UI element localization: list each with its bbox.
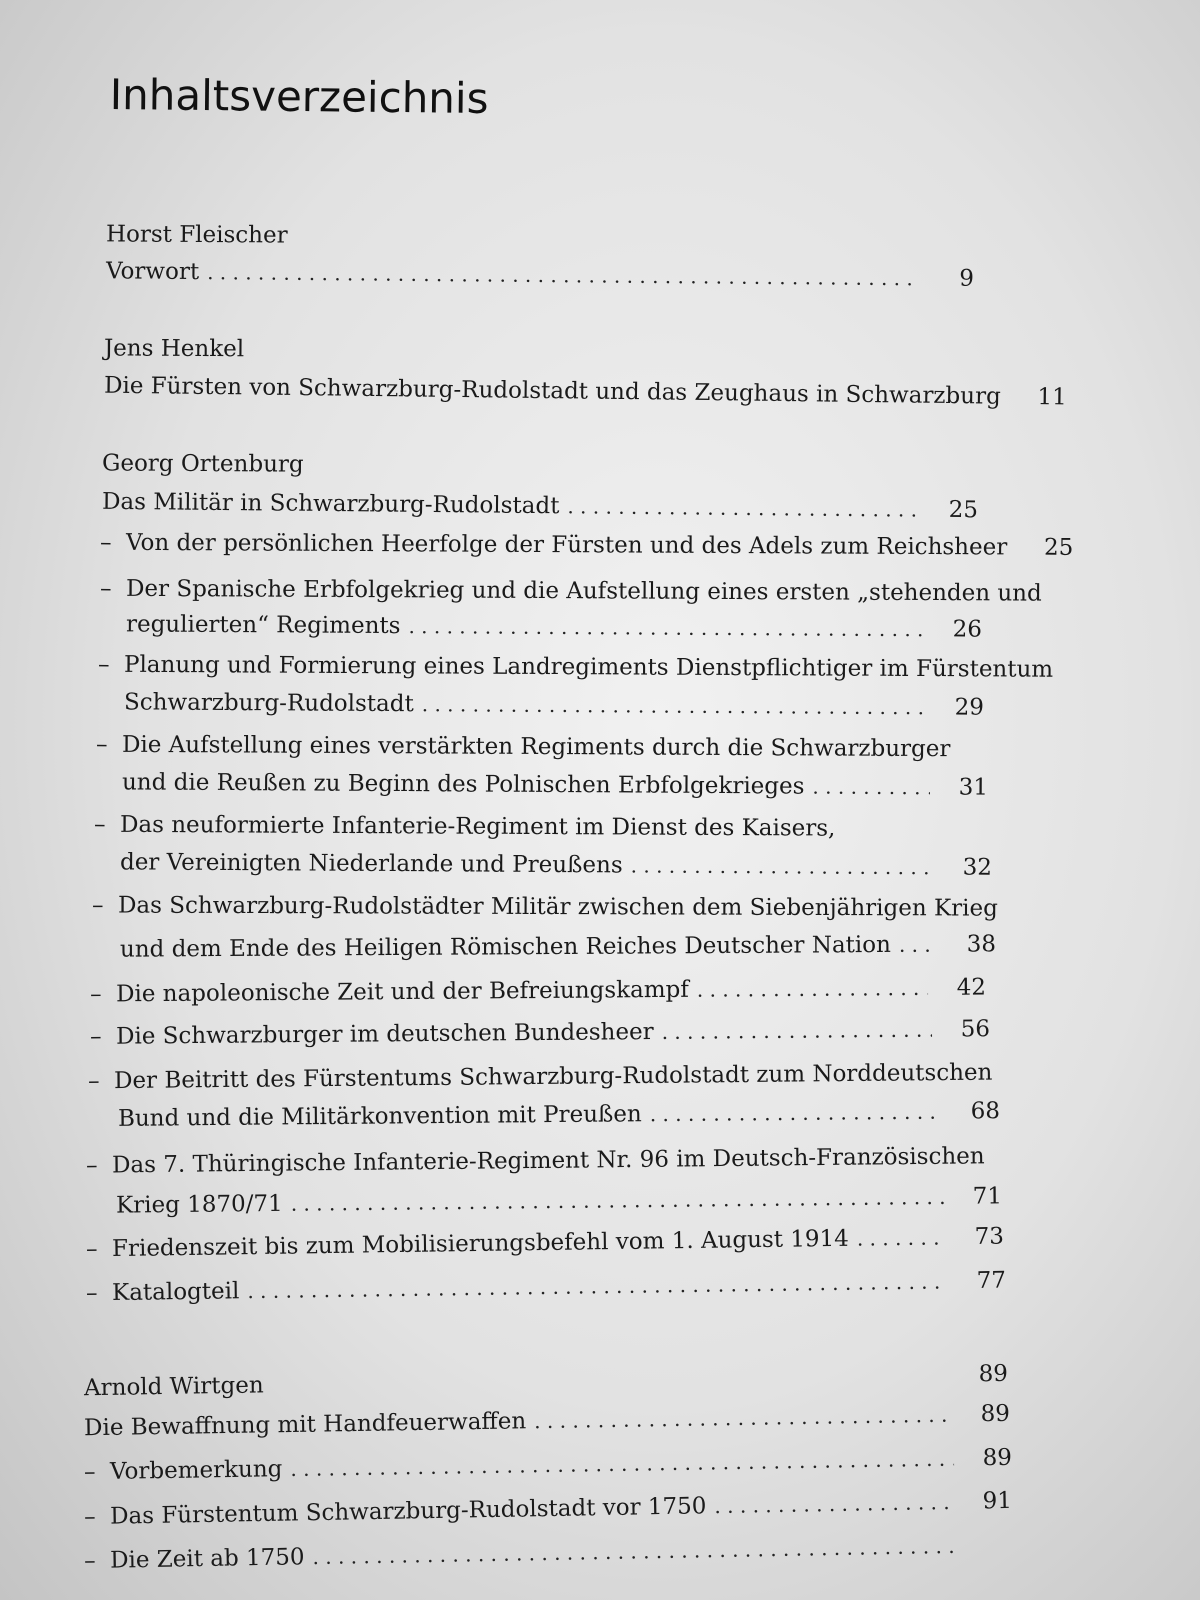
toc-entry[interactable] [90,972,986,1009]
toc-entry-continuation[interactable] [126,609,982,644]
entry-title: Katalogteil [111,1278,240,1307]
dot-leader [207,257,916,293]
dot-leader [290,1444,954,1484]
entry-title: Das 7. Thüringische Infanterie-Regiment Nr. 96 im Deutsch-Französischen [111,1143,985,1179]
entry-title: und dem Ende des Heiligen Römischen Reiches Deutscher Nation [119,931,891,963]
toc-entry-continuation[interactable] [116,1181,1002,1220]
toc-entry[interactable] [84,1399,1010,1444]
entry-title: regulierten“ Regiments [125,611,401,640]
entry-title: Die Zeit ab 1750 [109,1544,305,1574]
dot-leader [714,1487,954,1521]
author-name: Arnold Wirtgen [83,1372,264,1402]
dot-leader [857,1222,947,1253]
dash-marker: – [87,1068,100,1095]
page-number: 91 [982,1487,1013,1515]
entry-title: Das neuformierte Infanterie-Regiment im Dienst des Kaisers, [119,811,836,842]
author-name: Horst Fleischer [105,221,288,249]
page-number: 71 [972,1183,1003,1210]
entry-title: Das Fürstentum Schwarzburg-Rudolstadt vor 1750 [109,1493,707,1530]
toc-entry[interactable] [90,1014,990,1052]
toc-entry[interactable] [84,1486,1012,1532]
entry-title: Das Schwarzburg-Rudolstädter Militär zwischen dem Siebenjährigen Krieg [117,892,998,922]
toc-entry[interactable] [99,528,1074,563]
page-title: Inhaltsverzeichnis [109,70,489,123]
dot-leader [631,850,934,882]
entry-title: Vorwort [105,258,200,286]
dot-leader [650,1097,942,1130]
entry-title: Die Fürsten von Schwarzburg-Rudolstadt und das Zeughaus in Schwarzburg [103,372,1001,410]
page-number: 68 [970,1098,1001,1125]
dash-marker: – [99,575,112,602]
toc-entry[interactable] [99,574,1042,609]
toc-author[interactable] [84,1359,1008,1404]
page-number: 31 [958,774,989,801]
entry-title: der Vereinigten Niederlande und Preußens [119,849,623,879]
toc-author [102,448,952,483]
page-number: 26 [952,616,983,643]
page-number: 77 [976,1267,1007,1294]
dash-marker: – [93,811,106,838]
dot-leader [534,1400,952,1437]
dash-marker: – [97,651,110,678]
dot-leader [812,772,930,803]
entry-title: Der Spanische Erbfolgekrieg und die Aufstellung eines ersten „stehenden und [125,575,1042,607]
author-name: Jens Henkel [103,335,245,363]
dot-leader [567,491,920,524]
toc-entry[interactable] [87,1058,993,1097]
dash-marker: – [83,1503,96,1531]
page-number: 11 [1037,384,1067,411]
page-number: 73 [974,1223,1005,1250]
toc-entry[interactable] [96,730,980,765]
dot-leader [312,1531,954,1572]
toc-entry[interactable] [86,1141,986,1180]
entry-title: Friedenszeit bis zum Mobilisierungsbefehl vom 1. August 1914 [111,1225,850,1263]
dot-leader [247,1266,948,1306]
dot-leader [899,930,938,960]
dash-marker: – [95,731,108,758]
page-number: 32 [962,854,993,881]
toc-entry[interactable] [84,1443,1012,1488]
page-number: 25 [1043,534,1074,561]
page-number: 29 [954,694,985,721]
toc-entry[interactable] [91,890,998,923]
dash-marker: – [89,1023,102,1050]
entry-title: Planung und Formierung eines Landregiments Dienstpflichtiger im Fürstentum [123,651,1054,683]
entry-title: Die Schwarzburger im deutschen Bundesheer [115,1019,654,1050]
dash-marker: – [89,981,102,1008]
entry-title: und die Reußen zu Beginn des Polnischen Erbfolgekrieges [121,769,805,800]
toc-entry[interactable] [102,487,978,525]
dot-leader [662,1015,933,1047]
page-number: 38 [966,931,997,958]
dot-leader [697,973,928,1005]
dash-marker: – [85,1236,98,1263]
toc-entry-continuation[interactable] [120,929,996,964]
toc-entry[interactable] [94,810,980,845]
toc-entry[interactable] [86,1222,1004,1265]
entry-title: Der Beitritt des Fürstentums Schwarzburg-Rudolstadt zum Norddeutschen [113,1059,993,1095]
entry-title: Die napoleonische Zeit und der Befreiungskampf [115,976,689,1008]
dot-leader [422,689,926,722]
toc-entry[interactable] [97,650,1054,685]
entry-title: Die Aufstellung eines verstärkten Regiments durch die Schwarzburger [121,731,951,763]
dash-marker: – [85,1152,98,1179]
entry-title: Bund und die Militärkonvention mit Preußen [117,1101,642,1132]
toc-entry-continuation[interactable] [120,847,992,882]
toc-entry-continuation[interactable] [122,767,988,802]
toc-entry[interactable] [86,1266,1006,1309]
entry-title: Schwarzburg-Rudolstadt [123,689,414,718]
dash-marker: – [83,1547,96,1575]
page-number: 89 [978,1360,1009,1388]
toc-author [106,219,956,254]
entry-title: Krieg 1870/71 [115,1190,283,1219]
page-number: 89 [982,1444,1013,1472]
dash-marker: – [85,1280,98,1307]
dash-marker: – [83,1459,96,1486]
dot-leader [408,611,924,644]
dash-marker: – [99,529,112,556]
toc-entry[interactable] [84,1530,1012,1576]
page-number: 56 [960,1016,991,1043]
toc-entry[interactable] [103,371,1067,412]
page-number: 89 [980,1400,1011,1428]
entry-title: Vorbemerkung [109,1456,283,1485]
dash-marker: – [91,892,104,919]
toc-entry[interactable] [106,256,974,294]
page-number: 25 [948,496,979,524]
entry-title: Das Militär in Schwarzburg-Rudolstadt [101,488,560,520]
entry-title: Von der persönlichen Heerfolge der Fürsten und des Adels zum Reichsheer [125,529,1008,561]
toc-entry-continuation[interactable] [124,687,984,722]
page-number [962,1552,1012,1553]
entry-title: Die Bewaffnung mit Handfeuerwaffen [83,1408,527,1442]
toc-author [104,333,954,368]
page-number: 42 [956,974,987,1001]
page-number: 9 [959,265,975,292]
toc-entry-continuation[interactable] [118,1096,1000,1134]
author-name: Georg Ortenburg [101,450,304,478]
dot-leader [291,1182,945,1219]
